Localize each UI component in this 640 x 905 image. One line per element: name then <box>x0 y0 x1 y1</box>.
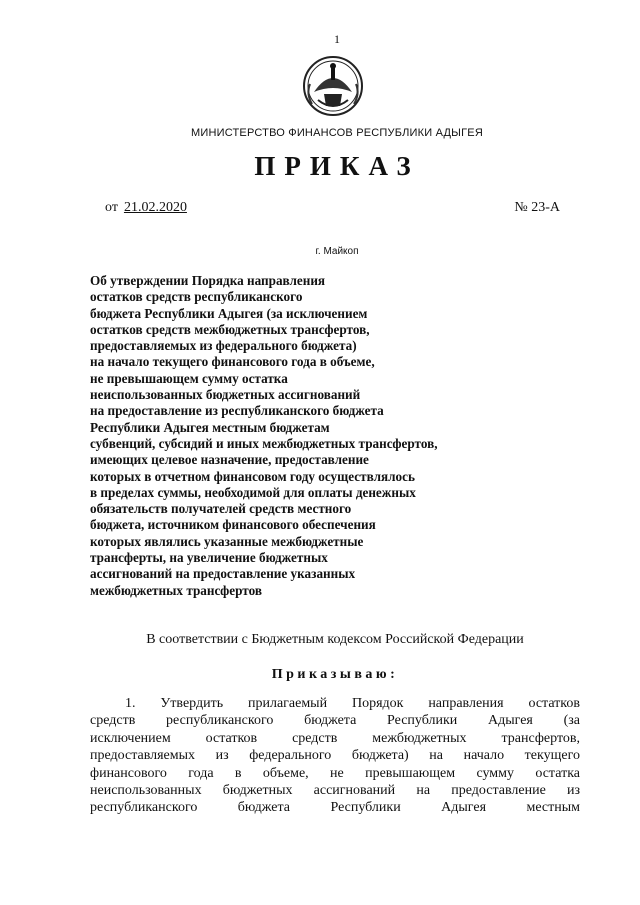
adygea-coat-of-arms-icon <box>302 54 364 120</box>
subject-line: которых в отчетном финансовом году осуществлялось <box>90 468 415 484</box>
date-value: 21.02.2020 <box>123 200 187 215</box>
legal-basis: В соответствии с Бюджетным кодексом Российской Федерации <box>146 632 524 647</box>
subject-line: субвенций, субсидий и иных межбюджетных трансфертов, <box>90 435 438 451</box>
date-line <box>105 200 187 216</box>
paragraph-line: неиспользованных бюджетных ассигнований на предоставление из <box>90 783 580 799</box>
subject-line: бюджета Республики Адыгея (за исключением <box>90 305 368 321</box>
subject-line: остатков средств республиканского <box>90 289 303 305</box>
paragraph-line: республиканского бюджета Республики Адыгея местным <box>90 800 580 816</box>
subject-line: обязательств получателей средств местного <box>90 501 352 517</box>
paragraph-line: исключением остатков средств межбюджетных трансфертов, <box>90 730 580 746</box>
ministry-name: МИНИСТЕРСТВО ФИНАНСОВ РЕСПУБЛИКИ АДЫГЕЯ <box>191 127 483 139</box>
subject-line: межбюджетных трансфертов <box>90 582 262 598</box>
subject-line: Об утверждении Порядка направления <box>90 273 326 288</box>
subject-line: предоставляемых из федерального бюджета) <box>90 338 357 354</box>
order-subject <box>90 273 550 599</box>
document-title: ПРИКАЗ <box>254 151 420 181</box>
paragraph-line: финансового года в объеме, не превышающем сумму остатка <box>90 765 580 781</box>
order-directive: Приказываю: <box>271 667 399 682</box>
order-number: № 23-А <box>514 200 560 215</box>
subject-line: имеющих целевое назначение, предоставление <box>90 452 369 468</box>
subject-line: неиспользованных бюджетных ассигнований <box>90 387 361 403</box>
subject-line: трансферты, на увеличение бюджетных <box>90 550 328 566</box>
subject-line: бюджета, источником финансового обеспечения <box>90 517 376 533</box>
paragraph-line: предоставляемых из федерального бюджета) на начало текущего <box>90 748 580 764</box>
subject-line: остатков средств межбюджетных трансфертов, <box>90 321 370 337</box>
paragraph-1 <box>90 695 580 817</box>
page-number: 1 <box>334 32 340 46</box>
paragraph-line: 1. Утвердить прилагаемый Порядок направления остатков <box>125 696 580 711</box>
subject-line: ассигнований на предоставление указанных <box>90 566 356 582</box>
subject-line: Республики Адыгея местным бюджетам <box>90 419 330 435</box>
paragraph-line: средств республиканского бюджета Республики Адыгея (за <box>90 713 580 729</box>
subject-line: которых являлись указанные межбюджетные <box>90 533 364 549</box>
city: г. Майкоп <box>315 246 359 257</box>
subject-line: на предоставление из республиканского бюджета <box>90 403 384 419</box>
subject-line: на начало текущего финансового года в объеме, <box>90 354 375 370</box>
subject-line: в пределах суммы, необходимой для оплаты денежных <box>90 484 416 500</box>
subject-line: не превышающем сумму остатка <box>90 370 288 386</box>
date-prefix: от <box>105 200 118 215</box>
